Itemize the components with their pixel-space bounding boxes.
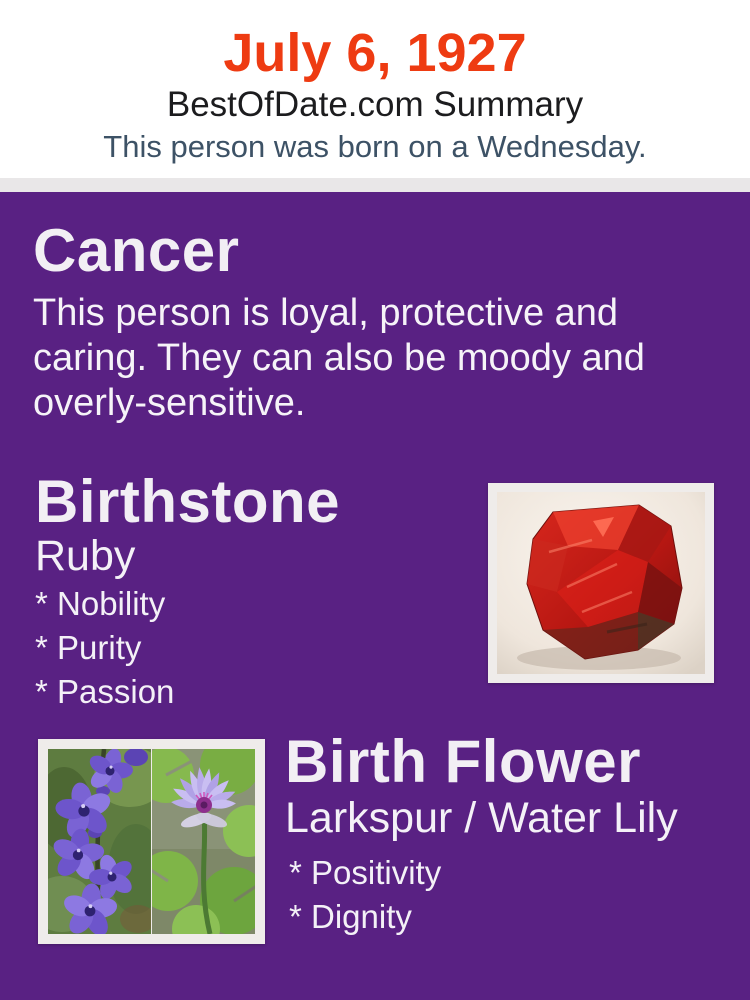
trait-item: * Positivity <box>289 854 442 891</box>
birthstone-trait-list <box>35 584 174 716</box>
water-lily-image <box>152 749 255 934</box>
birth-flower-trait-list <box>289 853 441 941</box>
trait-item: * Nobility <box>35 585 166 622</box>
birth-flower-name: Larkspur / Water Lily <box>285 794 678 842</box>
header <box>0 0 750 178</box>
trait-item: * Dignity <box>289 898 412 935</box>
ruby-photo <box>488 483 714 683</box>
weekday-note: This person was born on a Wednesday. <box>103 129 647 164</box>
page-title-date: July 6, 1927 <box>223 23 527 83</box>
ruby-gemstone-image <box>497 492 705 674</box>
trait-item: * Purity <box>35 629 142 666</box>
trait-item: * Passion <box>35 673 175 710</box>
birthstone-name: Ruby <box>35 532 136 580</box>
birth-flower-photo <box>38 739 265 944</box>
site-summary-title: BestOfDate.com Summary <box>166 85 584 124</box>
zodiac-description: This person is loyal, protective and caring. They can also be moody and overly-sensitive. <box>33 292 645 424</box>
divider-bar <box>0 178 750 192</box>
body-section <box>0 192 750 1000</box>
birthstone-heading: Birthstone <box>35 468 340 535</box>
birth-flower-heading: Birth Flower <box>285 728 642 795</box>
zodiac-sign-heading: Cancer <box>33 217 240 284</box>
larkspur-image <box>48 749 151 934</box>
